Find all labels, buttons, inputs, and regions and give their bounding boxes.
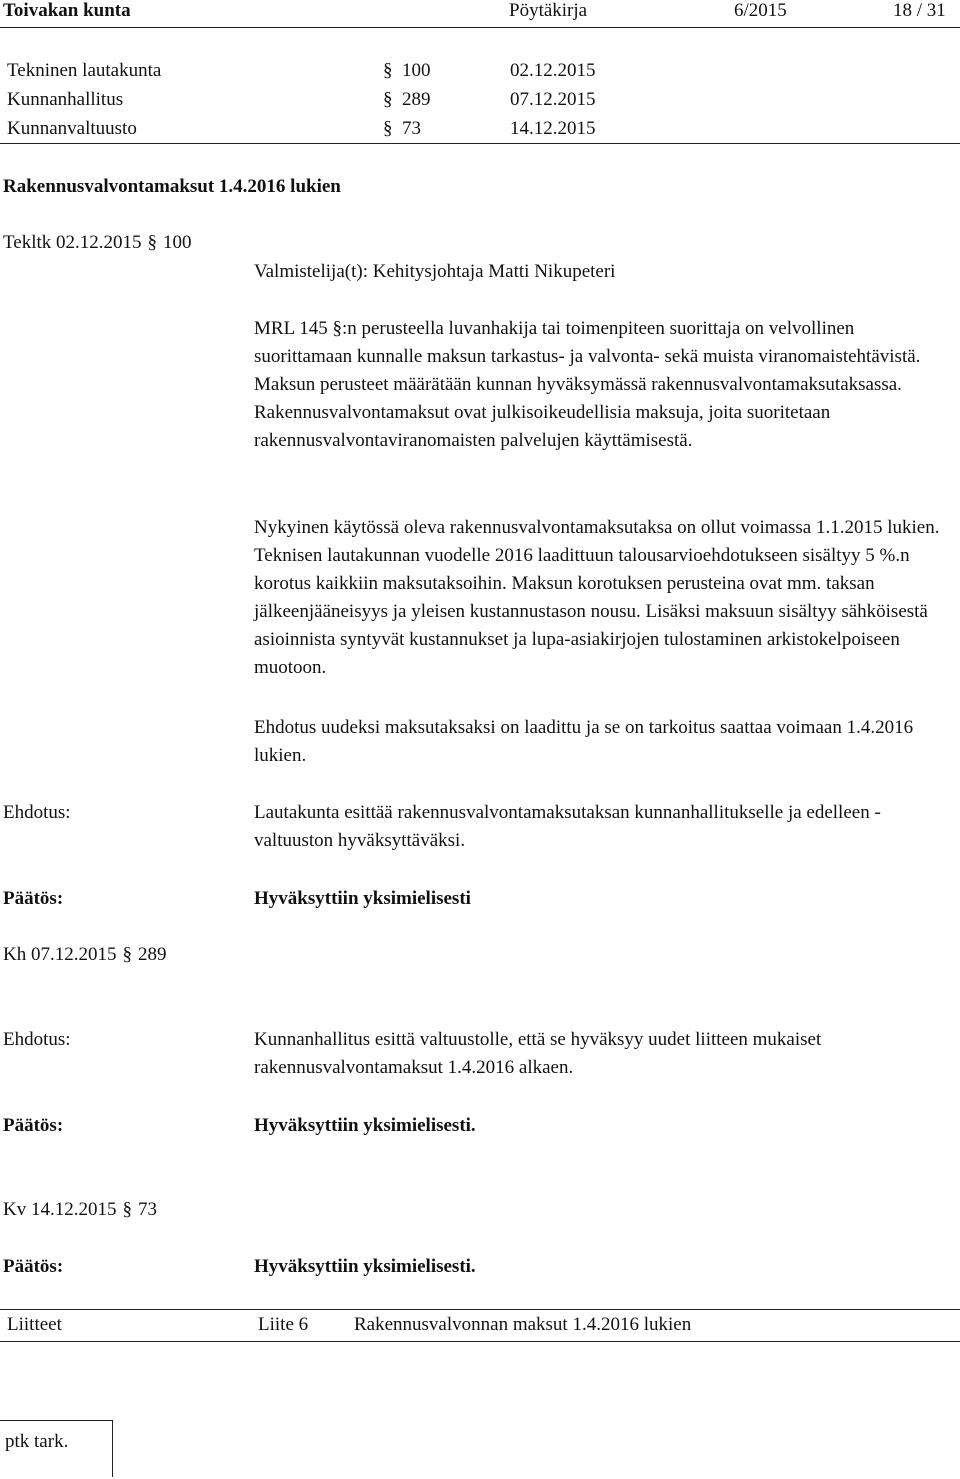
- paatos-label: Päätös:: [3, 1115, 64, 1136]
- paragraph-1: MRL 145 §:n perusteella luvanhakija tai toimenpiteen suorittaja on velvollinen suorittamaan kunnalle maksun tarkastus- ja valvonta- sekä muista viranomaistehtävistä. Maksun perusteet määrätään kunnan hyväksymässä rakennusvalvontamaksutaksassa. Rakennusvalvontamaksut ovat julkisoikeudellisia maksuja, joita suoritetaan rakennusvalvontaviranomaisten palvelujen käyttämisestä.: [254, 318, 921, 451]
- section-symbol: §: [383, 89, 393, 110]
- kv-number: 73: [137, 1199, 157, 1220]
- kv-heading: [3, 1196, 157, 1224]
- section-symbol: §: [383, 60, 393, 81]
- ptk-check-label: ptk tark.: [5, 1431, 69, 1452]
- attachment-id: Liite 6: [258, 1314, 309, 1335]
- kh-number: 289: [137, 944, 167, 965]
- table-rule: [0, 143, 960, 144]
- municipality-name: Toivakan kunta: [3, 0, 131, 21]
- body-name: Tekninen lautakunta: [7, 60, 162, 81]
- kv-label: Kv 14.12.2015: [3, 1199, 117, 1220]
- attachment-title: Rakennusvalvonnan maksut 1.4.2016 lukien: [354, 1314, 692, 1335]
- paatos-text: Hyväksyttiin yksimielisesti.: [254, 1256, 476, 1277]
- ehdotus-label: Ehdotus:: [3, 802, 71, 823]
- ehdotus-text: Kunnanhallitus esittä valtuustolle, että se hyväksyy uudet liitteen mukaiset rakennusvalvontamaksut 1.4.2016 alkaen.: [254, 1029, 822, 1078]
- meeting-date: 02.12.2015: [510, 60, 596, 81]
- ehdotus-label: Ehdotus:: [3, 1029, 71, 1050]
- page-title: Rakennusvalvontamaksut 1.4.2016 lukien: [3, 176, 341, 197]
- teklt-label: Tekltk 02.12.2015: [3, 232, 142, 253]
- paatos-label: Päätös:: [3, 888, 64, 909]
- body-name: Kunnanvaltuusto: [7, 118, 137, 139]
- meeting-date: 07.12.2015: [510, 89, 596, 110]
- attachments-rule: [0, 1309, 960, 1310]
- meeting-date: 14.12.2015: [510, 118, 596, 139]
- preparer: Valmistelija(t): Kehitysjohtaja Matti Nikupeteri: [254, 261, 616, 282]
- section-symbol: §: [383, 118, 393, 139]
- kh-label: Kh 07.12.2015: [3, 944, 117, 965]
- section-symbol: §: [122, 944, 132, 965]
- ptk-check-box: [0, 1420, 113, 1477]
- section-symbol: §: [122, 1199, 132, 1220]
- paragraph-2: Nykyinen käytössä oleva rakennusvalvontamaksutaksa on ollut voimassa 1.1.2015 lukien. Teknisen lautakunnan vuodelle 2016 laadittuun talousarvioehdotukseen sisältyy 5 %.n korotus kaikkiin maksutaksoihin. Maksun korotuksen perusteina ovat mm. taksan jälkeenjääneisyys ja yleisen kustannustason nousu. Lisäksi maksuun sisältyy sähköisestä asioinnista syntyvät kustannukset ja lupa-asiakirjojen tulostaminen arkistokelpoiseen muotoon.: [254, 517, 940, 678]
- paatos-text: Hyväksyttiin yksimielisesti: [254, 888, 471, 909]
- paatos-text: Hyväksyttiin yksimielisesti.: [254, 1115, 476, 1136]
- section-number: 289: [402, 89, 431, 110]
- paatos-label: Päätös:: [3, 1256, 64, 1277]
- page-number: 18 / 31: [893, 0, 946, 21]
- section-symbol: §: [147, 232, 158, 253]
- attachments-bottom-rule: [0, 1341, 960, 1342]
- teklt-number: 100: [163, 232, 192, 253]
- teklt-heading: [3, 229, 192, 257]
- kh-heading: [3, 941, 166, 969]
- ehdotus-text: Lautakunta esittää rakennusvalvontamaksutaksan kunnanhallitukselle ja edelleen -valtuuston hyväksyttäväksi.: [254, 802, 881, 851]
- section-number: 100: [402, 60, 431, 81]
- document-number: 6/2015: [734, 0, 787, 21]
- body-name: Kunnanhallitus: [7, 89, 124, 110]
- header-rule: [0, 27, 960, 28]
- document-type: Pöytäkirja: [509, 0, 588, 21]
- section-number: 73: [402, 118, 421, 139]
- paragraph-3: Ehdotus uudeksi maksutaksaksi on laadittu ja se on tarkoitus saattaa voimaan 1.4.2016 lukien.: [254, 717, 914, 766]
- attachments-label: Liitteet: [7, 1314, 62, 1335]
